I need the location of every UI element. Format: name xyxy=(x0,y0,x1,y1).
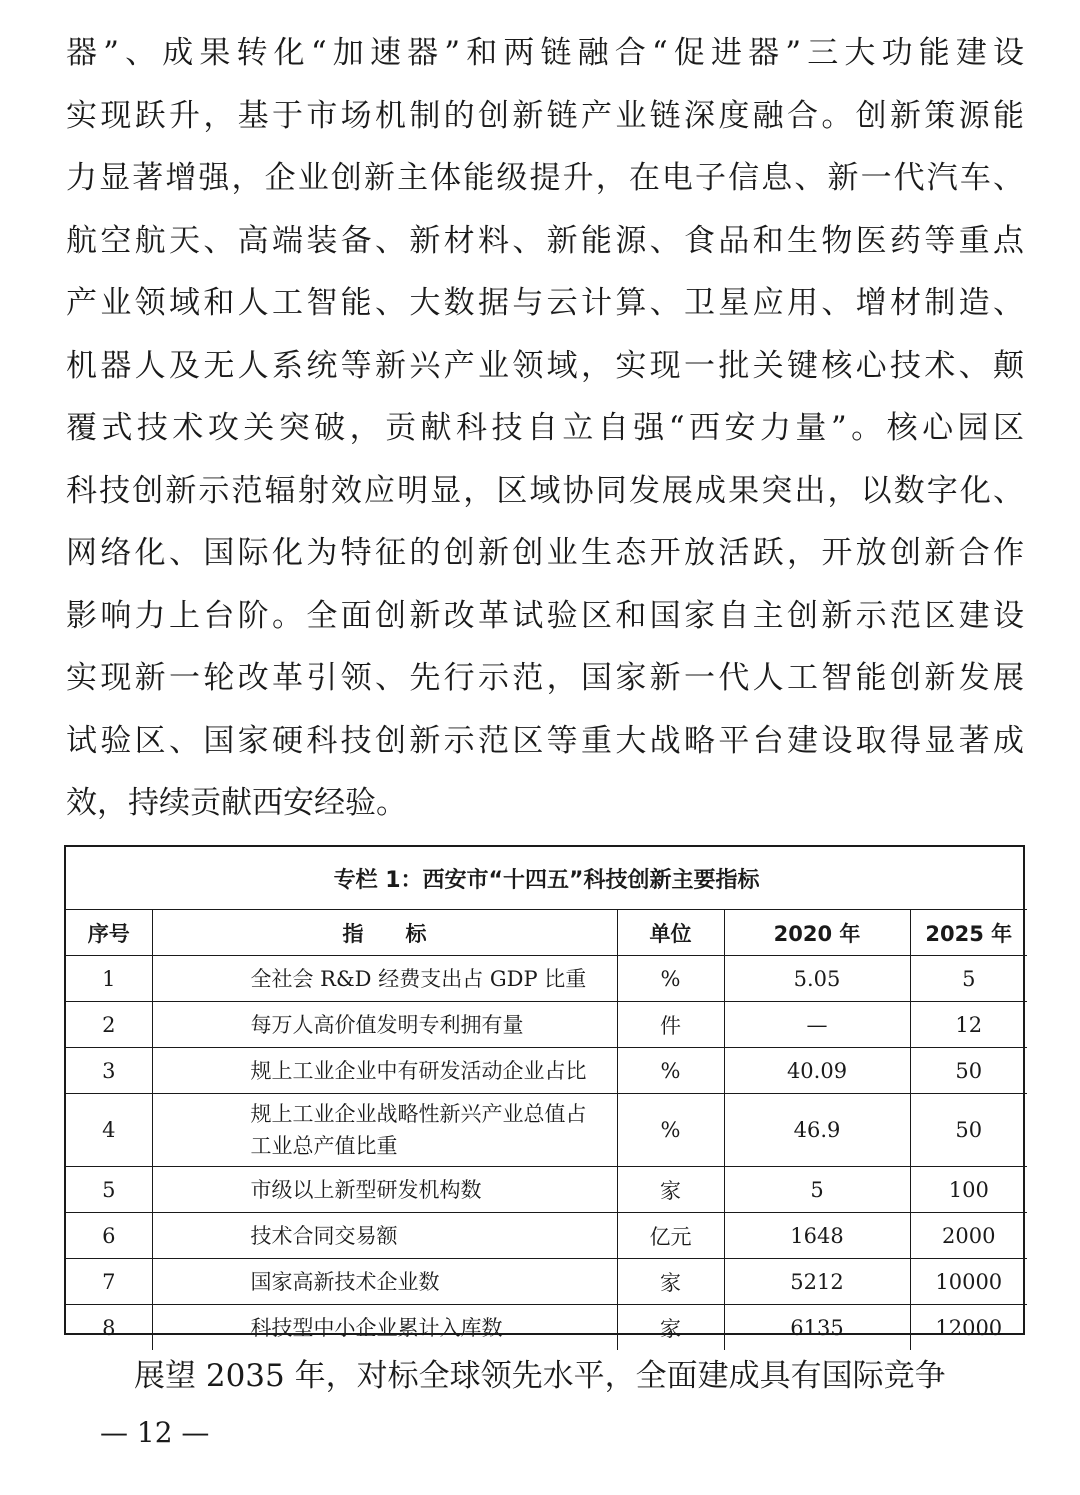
body-paragraph xyxy=(66,22,1024,835)
cell-2025: 12000 xyxy=(910,1305,1027,1351)
cell-num: 4 xyxy=(66,1094,152,1167)
paragraph-line: 试验区、国家硬科技创新示范区等重大战略平台建设取得显著成 xyxy=(66,722,1024,759)
page-number: — 12 — xyxy=(100,1416,210,1449)
header-2020: 2020 年 xyxy=(724,910,910,956)
header-unit: 单位 xyxy=(617,910,724,956)
cell-2025: 50 xyxy=(910,1094,1027,1167)
cell-indicator: 技术合同交易额 xyxy=(152,1213,617,1259)
cell-indicator: 规上工业企业战略性新兴产业总值占工业总产值比重 xyxy=(152,1094,617,1167)
cell-2025: 2000 xyxy=(910,1213,1027,1259)
table-row xyxy=(66,1094,1027,1167)
cell-2025: 10000 xyxy=(910,1259,1027,1305)
table-caption-row xyxy=(66,847,1027,910)
table-row xyxy=(66,1213,1027,1259)
cell-2020: — xyxy=(724,1002,910,1048)
table-row xyxy=(66,956,1027,1002)
paragraph-line: 产业领域和人工智能、大数据与云计算、卫星应用、增材制造、 xyxy=(66,285,1024,321)
table-header-row xyxy=(66,910,1027,956)
paragraph-line: 航空航天、高端装备、新材料、新能源、食品和生物医药等重点 xyxy=(66,222,1024,259)
cell-indicator: 每万人高价值发明专利拥有量 xyxy=(152,1002,617,1048)
header-indicator: 指 标 xyxy=(152,910,617,956)
cell-unit: 件 xyxy=(617,1002,724,1048)
table-row xyxy=(66,1259,1027,1305)
cell-unit: % xyxy=(617,956,724,1002)
paragraph-line: 实现新一轮改革引领、先行示范，国家新一代人工智能创新发展 xyxy=(66,660,1024,696)
cell-2020: 5.05 xyxy=(724,956,910,1002)
cell-unit: % xyxy=(617,1094,724,1167)
cell-num: 6 xyxy=(66,1213,152,1259)
cell-2020: 6135 xyxy=(724,1305,910,1351)
cell-num: 2 xyxy=(66,1002,152,1048)
cell-2020: 1648 xyxy=(724,1213,910,1259)
table-row xyxy=(66,1048,1027,1094)
cell-indicator: 规上工业企业中有研发活动企业占比 xyxy=(152,1048,617,1094)
continuation-paragraph: 展望 2035 年，对标全球领先水平，全面建成具有国际竞争 xyxy=(134,1358,946,1394)
cell-2025: 100 xyxy=(910,1167,1027,1213)
table-row xyxy=(66,1167,1027,1213)
cell-2025: 12 xyxy=(910,1002,1027,1048)
cell-indicator: 全社会 R&D 经费支出占 GDP 比重 xyxy=(152,956,617,1002)
paragraph-line: 覆式技术攻关突破，贡献科技自立自强“西安力量”。核心园区 xyxy=(66,410,1024,446)
cell-2025: 5 xyxy=(910,956,1027,1002)
table-row xyxy=(66,1305,1027,1351)
cell-unit: 家 xyxy=(617,1167,724,1213)
paragraph-line: 力显著增强，企业创新主体能级提升，在电子信息、新一代汽车、 xyxy=(66,160,1024,196)
cell-indicator: 市级以上新型研发机构数 xyxy=(152,1167,617,1213)
paragraph-line: 网络化、国际化为特征的创新创业生态开放活跃，开放创新合作 xyxy=(66,535,1024,571)
table-row xyxy=(66,1002,1027,1048)
cell-unit: 家 xyxy=(617,1259,724,1305)
indicators-table xyxy=(64,845,1025,1341)
header-2025: 2025 年 xyxy=(910,910,1027,956)
cell-unit: 亿元 xyxy=(617,1213,724,1259)
cell-num: 1 xyxy=(66,956,152,1002)
cell-2020: 46.9 xyxy=(724,1094,910,1167)
paragraph-line: 器”、成果转化“加速器”和两链融合“促进器”三大功能建设 xyxy=(66,35,1024,71)
table-caption: 专栏 1：西安市“十四五”科技创新主要指标 xyxy=(66,847,1027,910)
cell-indicator: 科技型中小企业累计入库数 xyxy=(152,1305,617,1351)
paragraph-line: 实现跃升，基于市场机制的创新链产业链深度融合。创新策源能 xyxy=(66,97,1024,134)
cell-num: 8 xyxy=(66,1305,152,1351)
cell-num: 3 xyxy=(66,1048,152,1094)
cell-2020: 5 xyxy=(724,1167,910,1213)
cell-2020: 5212 xyxy=(724,1259,910,1305)
paragraph-line: 科技创新示范辐射效应明显，区域协同发展成果突出，以数字化、 xyxy=(66,472,1024,509)
paragraph-line: 影响力上台阶。全面创新改革试验区和国家自主创新示范区建设 xyxy=(66,597,1024,634)
cell-num: 5 xyxy=(66,1167,152,1213)
cell-unit: 家 xyxy=(617,1305,724,1351)
cell-2020: 40.09 xyxy=(724,1048,910,1094)
cell-2025: 50 xyxy=(910,1048,1027,1094)
header-num: 序号 xyxy=(66,910,152,956)
cell-num: 7 xyxy=(66,1259,152,1305)
paragraph-line: 效，持续贡献西安经验。 xyxy=(66,785,407,821)
cell-indicator: 国家高新技术企业数 xyxy=(152,1259,617,1305)
cell-unit: % xyxy=(617,1048,724,1094)
paragraph-line: 机器人及无人系统等新兴产业领域，实现一批关键核心技术、颠 xyxy=(66,347,1024,384)
